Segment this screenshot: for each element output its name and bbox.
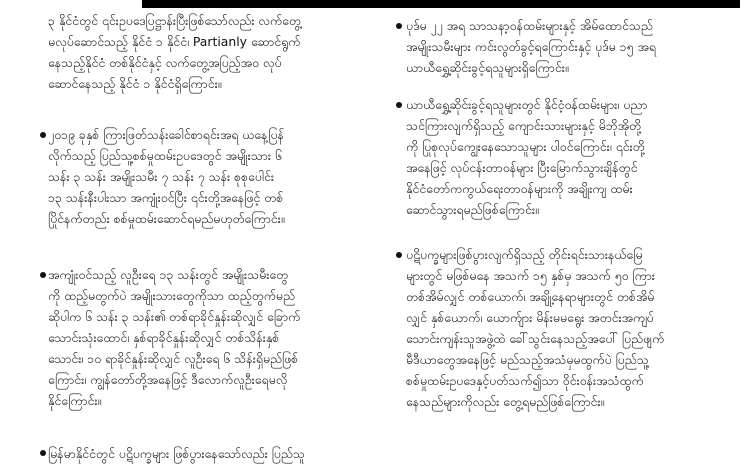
bullet-icon [40,132,46,138]
list-item: ပဋိပက္ခများဖြစ်ပွားလျက်ရှိသည့် တိုင်းရင်းသားနယ်မြေ များတွင် မဖြစ်မနေ အသက် ၁၅ နှစ်မှ အသက် ၅၀ ကြား တစ်အိမ်လျှင် တစ်ယောက်၊ အချို့နေရာများတွင် တစ်အိမ် လျှင် နှစ်ယောက်၊ ယောက်ျား မိန်းမမရွေး အတင်းအကျပ် သောင်းကျန်းသူအဖွဲ့ထဲ ခေါ်သွင်းနေသည့်အပေါ် ပြည်ဖျက် မီဒီယာတွေအနေဖြင့် မည်သည့်အသံမှမထွက်ပဲ ပြည်သူ့ စစ်မှုထမ်းဥပဒေနှင့်ပတ်သက်၍သာ ဝိုင်းဝန်းအသံထွက် နေသည်များကိုလည်း တွေ့ရမည်ဖြစ်ကြောင်း။ [406,247,665,409]
top-black-banner [142,0,740,8]
list-item: ယာယီရွှေ့ဆိုင်းခွင့်ရသူများတွင် နိုင်ငံ့ဝန်ထမ်းများ၊ ပညာ သင်ကြားလျက်ရှိသည့် ကျောင်းသားများနှင့် မိဘိုအိုတို့ ကို ပြုစုလုပ်ကျွေးနေသောသူများ ပါဝင်ကြောင်း၊ ၎င်းတို့ အနေဖြင့် လုပ်ငန်းတာဝန်များ ပြီးမြောက်သွားချိန်တွင် နိုင်ငံတော်ကကွယ်ရေးတာဝန်များကို အချိုးကျ ထမ်း ဆောင်သွားရမည်ဖြစ်ကြောင်း။ [406,97,648,217]
bullet-icon [396,23,402,29]
list-item: အကျုံးဝင်သည့် လူဦးရေ ၁၃ သန်းတွင် အမျိုးသမီးတွေ ကို ထည့်မတွက်ပဲ အမျိုးသားတွေကိုသာ ထည့်တွက်မည် ဆိုပါက ၆ သန်း ၃ သန်း၏ တစ်ရာခိုင်နှုန်းဆိုလျှင် ခြောက် သောင်းသုံးထောင်၊ နှစ်ရာခိုင်နှုန်းဆိုလျှင် တစ်သိန်းနှစ် သောင်း၊ ၁၀ ရာခိုင်နှုန်းဆိုလျှင် လူဦးရေ ၆ သိန်းရှိမည်ဖြစ် ကြောင်း၊ ကျွန်တော်တို့အနေဖြင့် ဒီလောက်လူဦးရေမလို နိုင်ကြောင်း။ [48,267,301,408]
bullet-icon [396,252,402,258]
bullet-icon [396,102,402,108]
bullet-icon [40,450,46,456]
list-item: ပုဒ်မ ၂၂ အရ သာသနာ့ဝန်ထမ်းများနှင့် အိမ်ထောင်သည် အမျိုးသမီးများ ကင်းလွတ်ခွင့်ရကြောင်းနှင့် ပုဒ်မ ၁၅ အရ ယာယီရွှေ့ဆိုင်းခွင့်ရသူများရှိကြောင်း။ [406,18,656,75]
list-item: ၂၀၁၉ ခုနှစ် ကြားဖြတ်သန်းခေါင်စာရင်းအရ ယနေ့ပြန် လိုက်သည့် ပြည်သူ့စစ်မှုထမ်းဥပဒေတွင် အမျိုးသား ၆ သန်း ၃ သန်း အမျိုးသမီး ၇ သန်း ၇ သန်း စုစုပေါင်း ၁၃ သန်းနီးပါးသာ အကျုံးဝင်ပြီး ၎င်းတို့အနေဖြင့် တစ် ပြိုင်နက်တည်း စစ်မှုထမ်းဆောင်ရမည်မဟုတ်ကြောင်း။ [48,127,285,226]
list-item: မြန်မာနိုင်ငံတွင် ပဋိပက္ခများ ဖြစ်ပွားနေသော်လည်း ပြည်သူ [48,446,305,461]
list-item-continued: ၃ နိုင်ငံတွင် ၎င်းဥပဒေပြဋ္ဌာန်းပြီးဖြစ်သော်လည်း လက်တွေ့ မလုပ်ဆောင်သည့် နိုင်ငံ ၁ နိုင်ငံ၊ Partianly ဆောင်ရွက် နေသည့်နိုင်ငံ တစ်နိုင်ငံနှင့် လက်တွေ့အပြည့်အဝ လုပ် ဆောင်နေသည့် နိုင်ငံ ၁ နိုင်ငံရှိကြောင်း။ [48,13,301,91]
bullet-icon [40,272,46,278]
